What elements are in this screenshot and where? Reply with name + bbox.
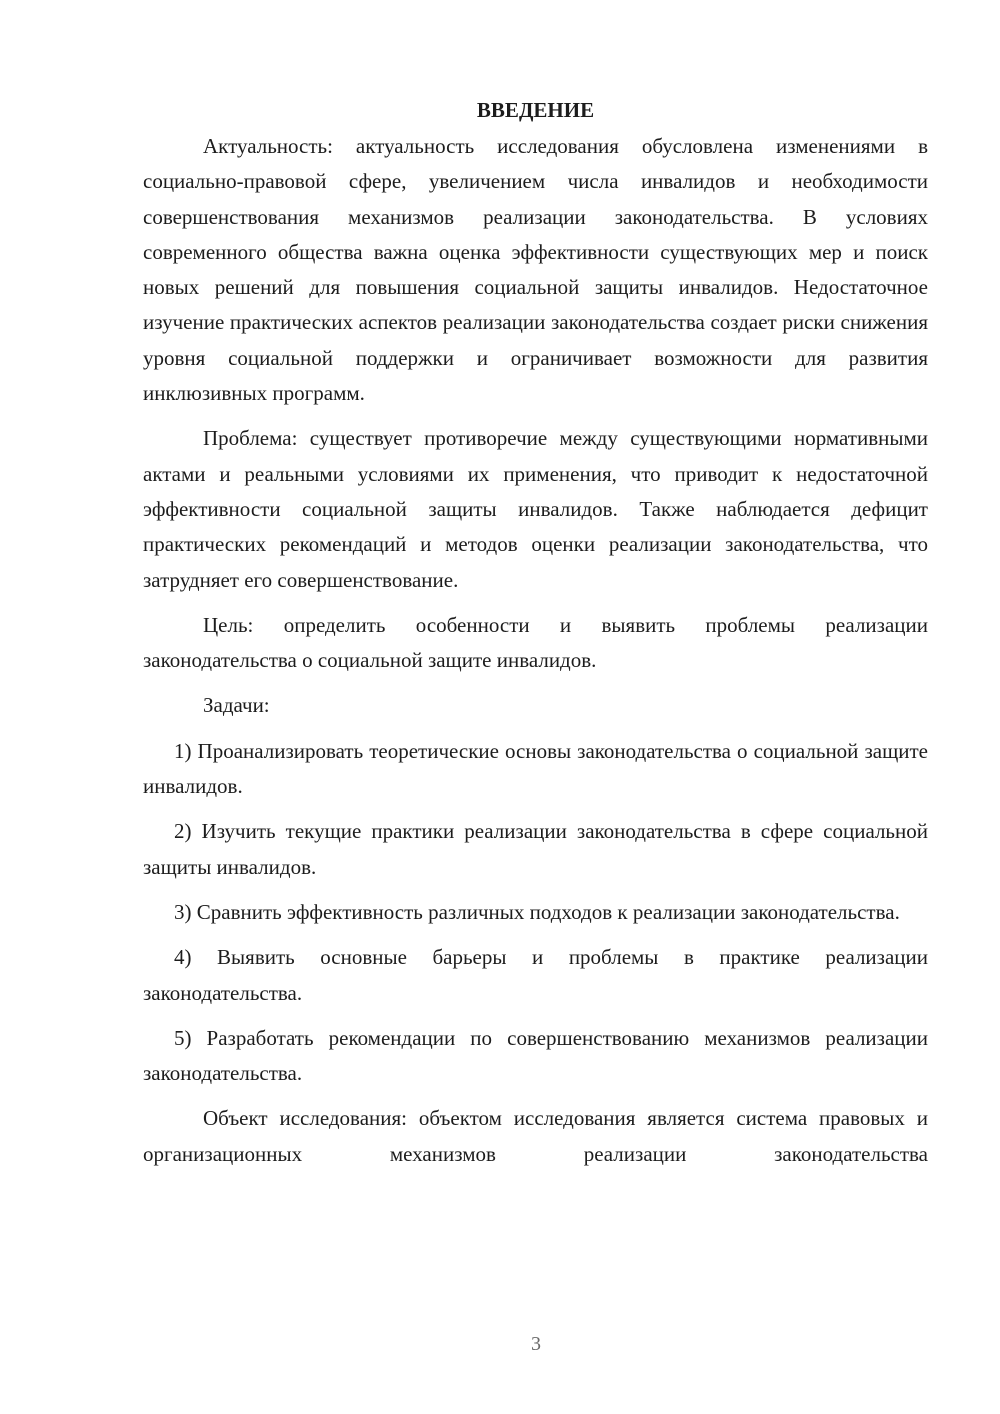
tasks-list [143, 734, 928, 1092]
page-number: 3 [531, 1333, 541, 1355]
task-item: 4) Выявить основные барьеры и проблемы в практике реализации законодательства. [143, 945, 928, 1005]
document-page [143, 93, 928, 1172]
tasks-label: Задачи: [203, 693, 270, 718]
problem-paragraph: Проблема: существует противоречие между существующими нормативными актами и реальными условиями их применения, что приводит к недостаточной эффективности социальной защиты инвалидов. Также наблюдается дефицит практических рекомендаций и методов оценки реализации законодательства, что затрудняет его совершенствование. [143, 426, 928, 592]
object-paragraph: Объект исследования: объектом исследования является система правовых и организационных механизмов реализации законодательства [143, 1106, 928, 1166]
task-item: 3) Сравнить эффективность различных подходов к реализации законодательства. [174, 899, 900, 924]
section-heading: ВВЕДЕНИЕ [476, 98, 595, 122]
goal-paragraph: Цель: определить особенности и выявить проблемы реализации законодательства о социальной защите инвалидов. [143, 612, 928, 673]
task-item: 1) Проанализировать теоретические основы законодательства о социальной защите инвалидов. [143, 738, 928, 799]
relevance-paragraph: Актуальность: актуальность исследования обусловлена изменениями в социально-правовой сфере, увеличением числа инвалидов и необходимости совершенствования механизмов реализации законодательства. В условиях современного общества важна оценка эффективности существующих мер и поиск новых решений для повышения социальной защиты инвалидов. Недостаточное изучение практических аспектов реализации законодательства создает риски снижения уровня социальной поддержки и ограничивает возможности для развития инклюзивных программ. [143, 134, 928, 406]
task-item: 2) Изучить текущие практики реализации законодательства в сфере социальной защиты инвалидов. [143, 819, 928, 879]
task-item: 5) Разработать рекомендации по совершенствованию механизмов реализации законодательства. [143, 1025, 928, 1086]
